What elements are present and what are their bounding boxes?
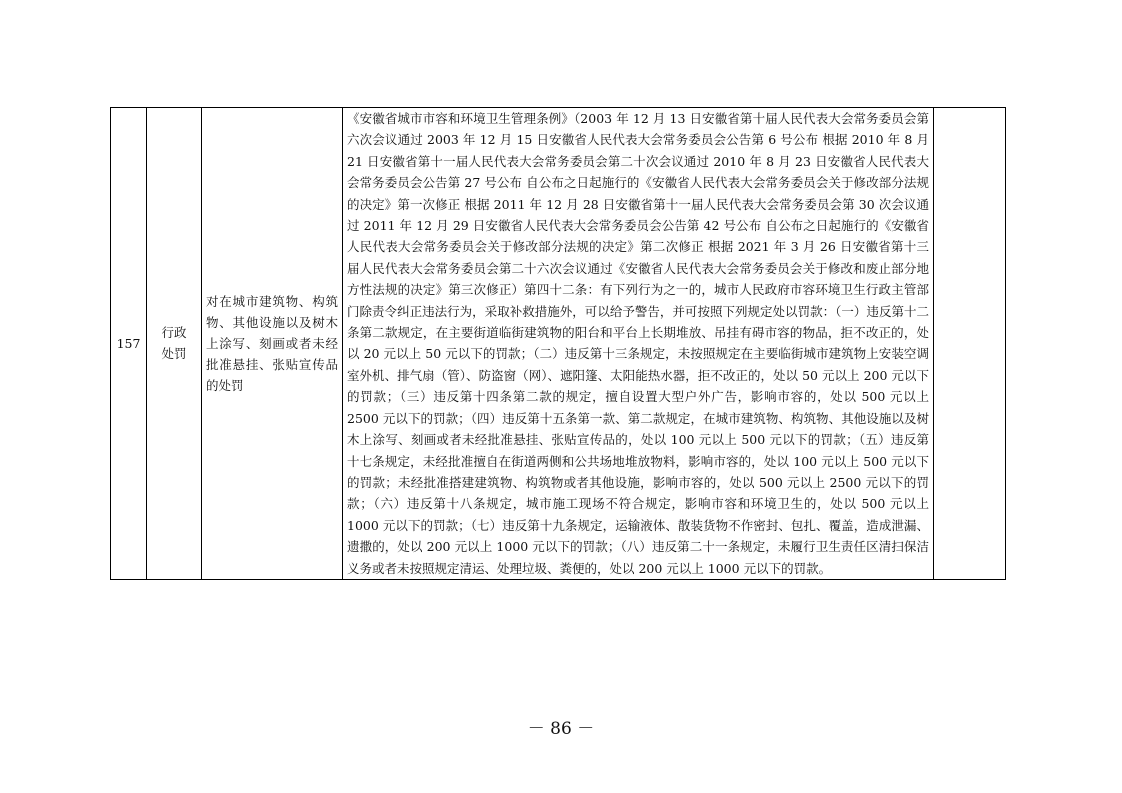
power-item-name: 对在城市建筑物、构筑物、其他设施以及树木上涂写、刻画或者未经批准悬挂、张贴宣传品的处罚 xyxy=(202,108,343,580)
remarks-cell xyxy=(934,108,1006,580)
page-number: － 86 － xyxy=(527,719,595,739)
table-row xyxy=(111,108,1006,580)
legal-basis: 《安徽省城市市容和环境卫生管理条例》（2003 年 12 月 13 日安徽省第十届人民代表大会常务委员会第六次会议通过 2003 年 12 月 15 日安徽省人民代表大会常务委员会公告第 6 号公布 根据 2010 年 8 月 21 日安徽省第十一届人民代表大会常务委员会第二十次会议通过 2010 年 8 月 23 日安徽省人民代表大会常务委员会公告第 27 号公布 自公布之日起施行的《安徽省人民代表大会常务委员会关于修改部分法规的决定》第一次修正 根据 2011 年 12 月 28 日安徽省第十一届人民代表大会常务委员会第 30 次会议通过 2011 年 12 月 29 日安徽省人民代表大会常务委员会公告第 42 号公布 自公布之日起施行的《安徽省人民代表大会常务委员会关于修改部分法规的决定》第二次修正 根据 2021 年 3 月 26 日安徽省第十三届人民代表大会常务委员会第二十六次会议通过《安徽省人民代表大会常务委员会关于修改和废止部分地方性法规的决定》第三次修正）第四十二条：有下列行为之一的，城市人民政府市容环境卫生行政主管部门除责令纠正违法行为，采取补救措施外，可以给予警告，并可按照下列规定处以罚款：（一）违反第十二条第二款规定，在主要街道临街建筑物的阳台和平台上长期堆放、吊挂有碍市容的物品，拒不改正的，处以 20 元以上 50 元以下的罚款；（二）违反第十三条规定，未按照规定在主要临街城市建筑物上安装空调室外机、排气扇（管）、防盗窗（网）、遮阳篷、太阳能热水器，拒不改正的，处以 50 元以上 200 元以下的罚款；（三）违反第十四条第二款的规定，擅自设置大型户外广告，影响市容的，处以 500 元以上 2500 元以下的罚款；（四）违反第十五条第一款、第二款规定，在城市建筑物、构筑物、其他设施以及树木上涂写、刻画或者未经批准悬挂、张贴宣传品的，处以 100 元以上 500 元以下的罚款；（五）违反第十七条规定，未经批准擅自在街道两侧和公共场地堆放物料，影响市容的，处以 100 元以上 500 元以下的罚款；未经批准搭建建筑物、构筑物或者其他设施，影响市容的，处以 500 元以上 2500 元以下的罚款；（六）违反第十八条规定，城市施工现场不符合规定，影响市容和环境卫生的，处以 500 元以上 1000 元以下的罚款；（七）违反第十九条规定，运输液体、散装货物不作密封、包扎、覆盖，造成泄漏、遗撒的，处以 200 元以上 1000 元以下的罚款；（八）违反第二十一条规定，未履行卫生责任区清扫保洁义务或者未按照规定清运、处理垃圾、粪便的，处以 200 元以上 1000 元以下的罚款。 xyxy=(343,108,934,580)
power-category-text: 行政处罚 xyxy=(161,325,187,362)
power-category xyxy=(147,108,202,580)
row-number: 157 xyxy=(111,108,147,580)
power-list-table xyxy=(110,107,1006,580)
